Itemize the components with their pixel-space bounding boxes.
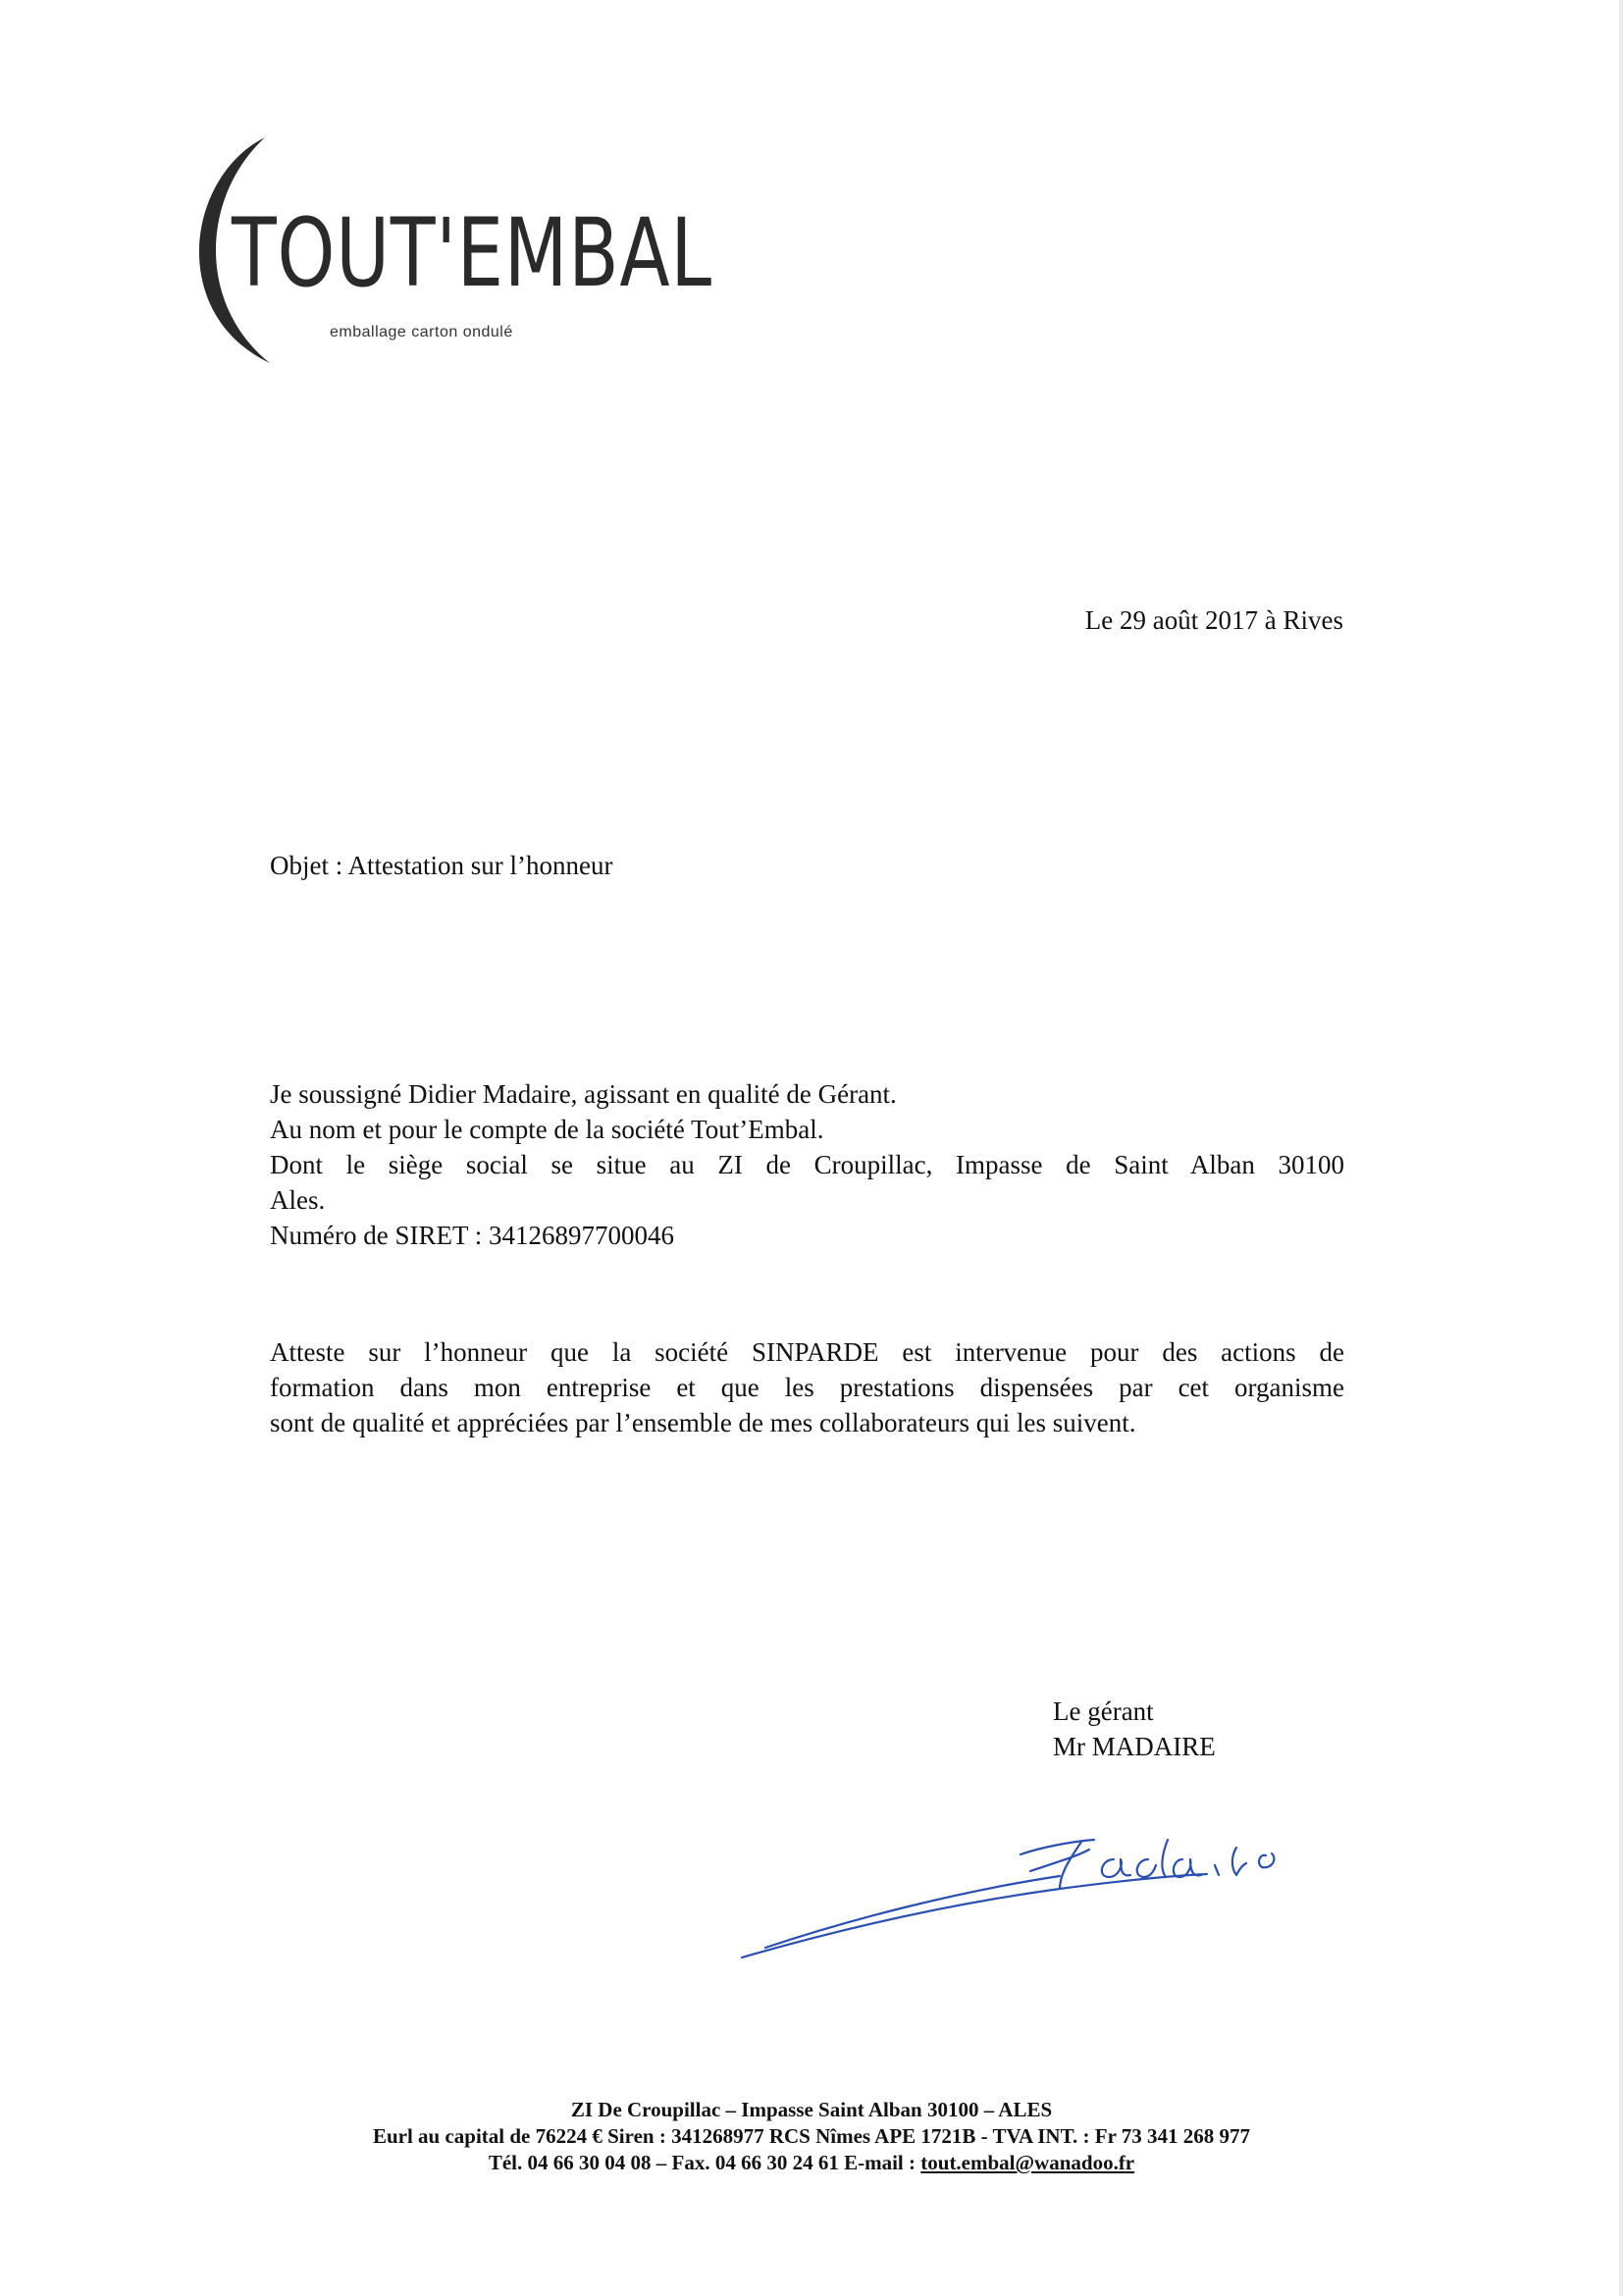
signatory-role: Le gérant bbox=[1053, 1696, 1154, 1726]
identity-paragraph bbox=[270, 1076, 1344, 1253]
attestation-paragraph bbox=[270, 1334, 1344, 1440]
subject-line: Objet : Attestation sur l’honneur bbox=[270, 851, 613, 880]
signatory-name: Mr MADAIRE bbox=[1053, 1732, 1216, 1761]
company-logo bbox=[177, 137, 712, 373]
attestation-line: sont de qualité et appréciées par l’ensemble de mes collaborateurs qui les suivent. bbox=[270, 1408, 1136, 1437]
footer-phone-fax: Tél. 04 66 30 04 08 – Fax. 04 66 30 24 61 E-mail : bbox=[488, 2151, 921, 2174]
identity-line: Je soussigné Didier Madaire, agissant en qualité de Gérant. bbox=[270, 1079, 897, 1109]
signatory-block bbox=[1053, 1694, 1216, 1764]
page-edge bbox=[1619, 0, 1623, 2296]
identity-line: Dont le siège social se situe au ZI de Croupillac, Impasse de Saint Alban 30100 bbox=[270, 1150, 1344, 1179]
identity-line: Au nom et pour le compte de la société Tout’Embal. bbox=[270, 1115, 824, 1144]
logo-wordmark: TOUT'EMBAL bbox=[232, 198, 712, 308]
siret-line: Numéro de SIRET : 34126897700046 bbox=[270, 1221, 674, 1250]
logo-tagline: emballage carton ondulé bbox=[330, 324, 513, 340]
footer bbox=[0, 2097, 1623, 2176]
handwritten-signature bbox=[736, 1781, 1325, 1977]
identity-line: Ales. bbox=[270, 1185, 326, 1215]
attestation-line: Atteste sur l’honneur que la société SINPARDE est intervenue pour des actions de bbox=[270, 1337, 1344, 1367]
footer-contact bbox=[0, 2150, 1623, 2176]
footer-email-link[interactable]: tout.embal@wanadoo.fr bbox=[920, 2151, 1135, 2174]
attestation-line: formation dans mon entreprise et que les prestations dispensées par cet organisme bbox=[270, 1373, 1344, 1402]
date-line: Le 29 août 2017 à Rives bbox=[1084, 605, 1343, 635]
footer-address: ZI De Croupillac – Impasse Saint Alban 30100 – ALES bbox=[570, 2098, 1053, 2121]
footer-legal: Eurl au capital de 76224 € Siren : 341268977 RCS Nîmes APE 1721B - TVA INT. : Fr 73 341 268 977 bbox=[372, 2124, 1251, 2148]
